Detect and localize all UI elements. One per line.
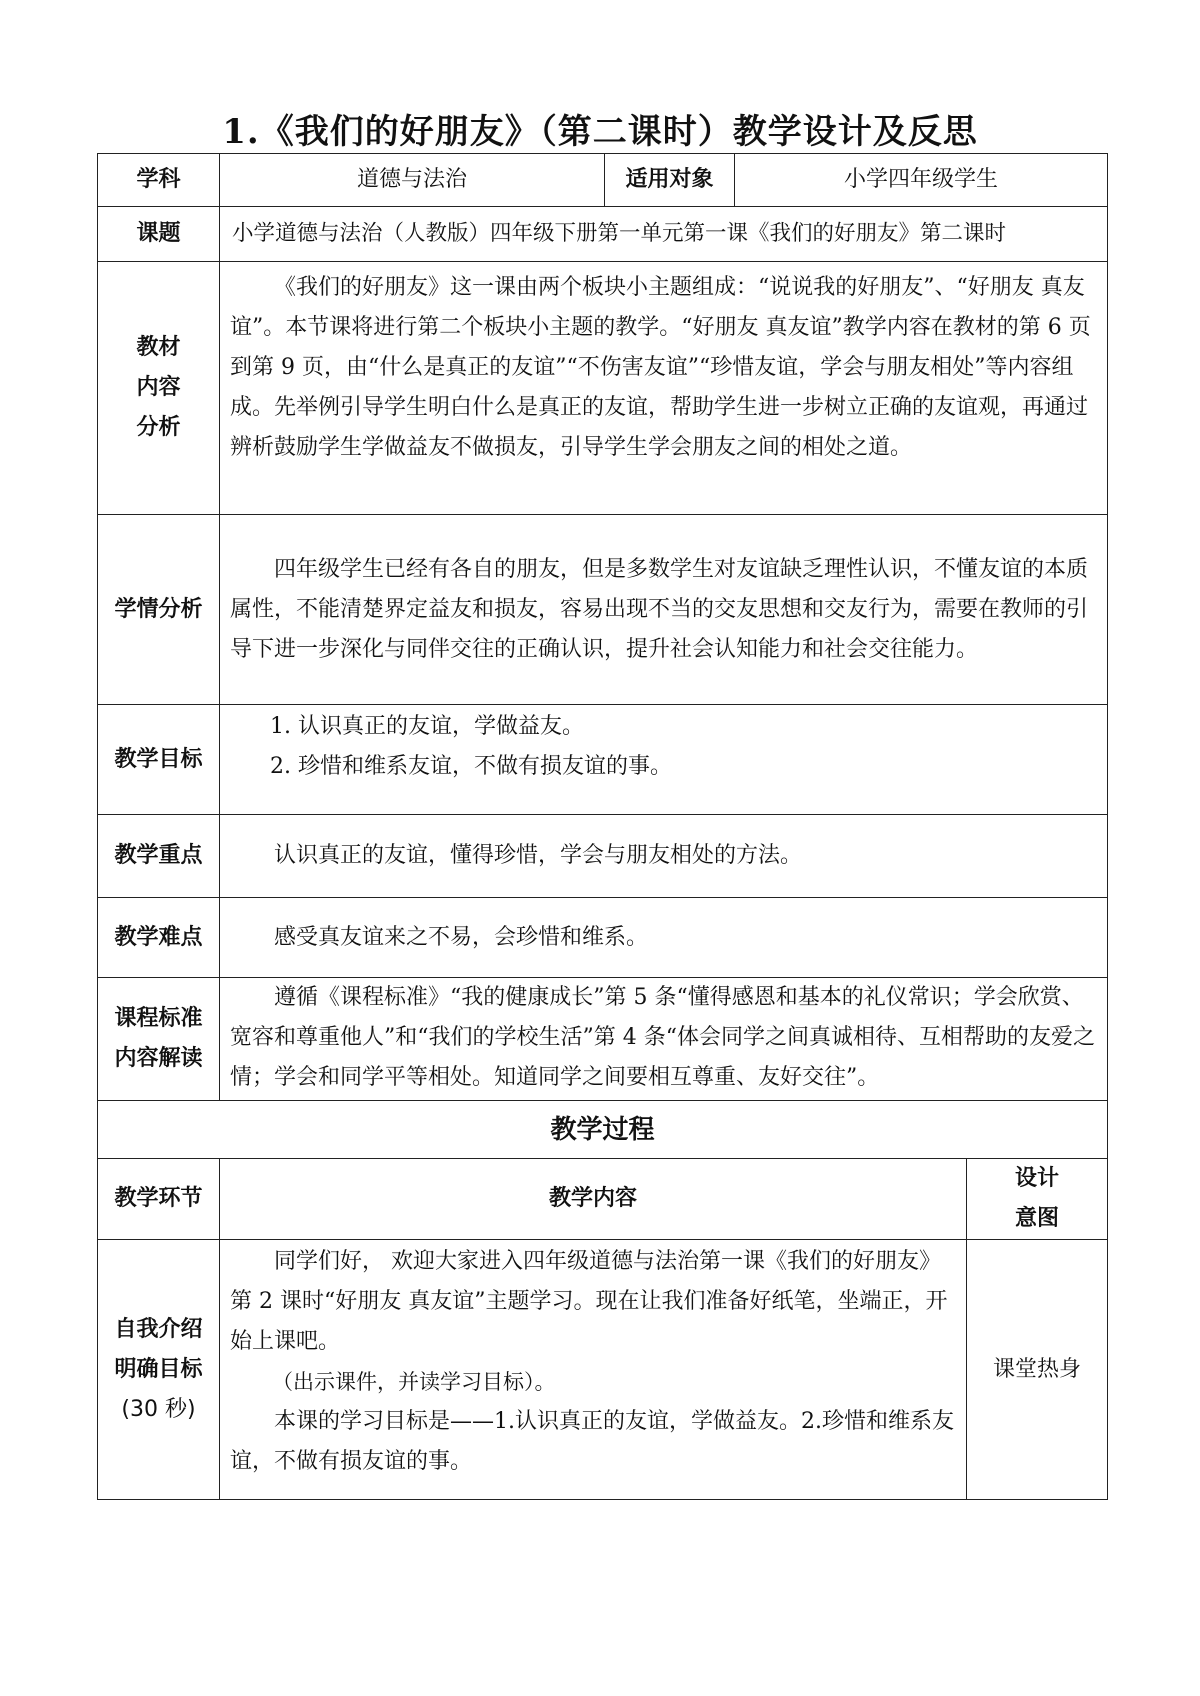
key-point-text: 认识真正的友谊，懂得珍惜，学会与朋友相处的方法。 <box>274 843 803 868</box>
objective-item: 2. 珍惜和维系友谊，不做有损友谊的事。 <box>270 754 672 779</box>
standard-text: 遵循《课程标准》“我的健康成长”第 5 条“懂得感恩和基本的礼仪常识；学会欣赏、宽容和尊重他人”和“我们的学校生活”第 4 条“体会同学之间真诚相待、互相帮助的友爱之情；学会和同学平等相处。知道同学之间要相互尊重、友好交往”。 <box>230 985 1095 1090</box>
col-stage-header: 教学环节 <box>98 1159 220 1240</box>
content-paragraph: 本课的学习目标是——1.认识真正的友谊，学做益友。2.珍惜和维系友谊，不做有损友谊的事。 <box>230 1409 954 1474</box>
stage-line: 明确目标 <box>114 1356 203 1382</box>
process-row <box>98 1240 1108 1500</box>
subject-label: 学科 <box>98 154 220 207</box>
content-paragraph: 同学们好， 欢迎大家进入四年级道德与法治第一课《我们的好朋友》第 2 课时“好朋友 真友谊”主题学习。现在让我们准备好纸笔，坐端正，开始上课吧。 <box>230 1249 948 1354</box>
col-content-header: 教学内容 <box>220 1159 967 1240</box>
topic-label: 课题 <box>98 207 220 262</box>
material-label-line: 内容 <box>136 375 181 400</box>
standard-label-line: 内容解读 <box>114 1046 203 1071</box>
material-text: 《我们的好朋友》这一课由两个板块小主题组成：“说说我的好朋友”、“好朋友 真友谊”。本节课将进行第二个板块小主题的教学。“好朋友 真友谊”教学内容在教材的第 6 页到第 9 页，由“什么是真正的友谊”“不伤害友谊”“珍惜友谊，学会与朋友相处”等内容组成。先举例引导学生明白什么是真正的友谊，帮助学生进一步树立正确的友谊观，再通过辨析鼓励学生学做益友不做损友，引导学生学会朋友之间的相处之道。 <box>230 275 1091 460</box>
difficulty-row <box>98 898 1108 978</box>
stage-cell <box>98 1240 220 1500</box>
standard-label <box>98 978 220 1101</box>
material-row <box>98 262 1108 515</box>
topic-row <box>98 207 1108 262</box>
objectives-list <box>230 707 1097 787</box>
key-point-label: 教学重点 <box>98 815 220 898</box>
process-header-row <box>98 1159 1108 1240</box>
content-cell <box>220 1240 967 1500</box>
standard-row <box>98 978 1108 1101</box>
content-note: （出示课件，并读学习目标）。 <box>272 1370 556 1394</box>
material-label-line: 分析 <box>136 415 181 440</box>
objectives-row <box>98 705 1108 815</box>
material-label-line: 教材 <box>136 335 181 360</box>
col-intent-header <box>967 1159 1108 1240</box>
difficulty-text: 感受真友谊来之不易，会珍惜和维系。 <box>274 924 649 950</box>
learners-label: 学情分析 <box>98 515 220 705</box>
standard-label-line: 课程标准 <box>114 1006 203 1031</box>
intent-cell: 课堂热身 <box>967 1240 1108 1500</box>
key-point-cell <box>220 815 1108 898</box>
objectives-label: 教学目标 <box>98 705 220 815</box>
page-title: 1.《我们的好朋友》（第二课时）教学设计及反思 <box>222 112 978 152</box>
standard-cell <box>220 978 1108 1101</box>
header-row <box>98 154 1108 207</box>
learners-row <box>98 515 1108 705</box>
material-text-cell <box>220 262 1108 515</box>
material-label <box>98 262 220 515</box>
lesson-plan-table <box>97 153 1107 1500</box>
learners-text-cell <box>220 515 1108 705</box>
subject-value: 道德与法治 <box>220 154 605 207</box>
difficulty-label: 教学难点 <box>98 898 220 978</box>
stage-duration: (30 秒) <box>121 1396 196 1422</box>
audience-label: 适用对象 <box>605 154 735 207</box>
topic-value: 小学道德与法治（人教版）四年级下册第一单元第一课《我们的好朋友》第二课时 <box>220 207 1108 262</box>
process-section-title: 教学过程 <box>98 1101 1108 1159</box>
col-intent-line: 设计 <box>1015 1166 1060 1191</box>
process-section-row <box>98 1101 1108 1159</box>
objective-item: 1. 认识真正的友谊，学做益友。 <box>270 714 584 739</box>
objectives-cell <box>220 705 1108 815</box>
col-intent-line: 意图 <box>1015 1206 1060 1231</box>
key-point-row <box>98 815 1108 898</box>
stage-line: 自我介绍 <box>114 1316 203 1342</box>
difficulty-cell <box>220 898 1108 978</box>
learners-text: 四年级学生已经有各自的朋友，但是多数学生对友谊缺乏理性认识，不懂友谊的本质属性，不能清楚界定益友和损友，容易出现不当的交友思想和交友行为，需要在教师的引导下进一步深化与同伴交往的正确认识，提升社会认知能力和社会交往能力。 <box>230 556 1089 662</box>
audience-value: 小学四年级学生 <box>735 154 1108 207</box>
